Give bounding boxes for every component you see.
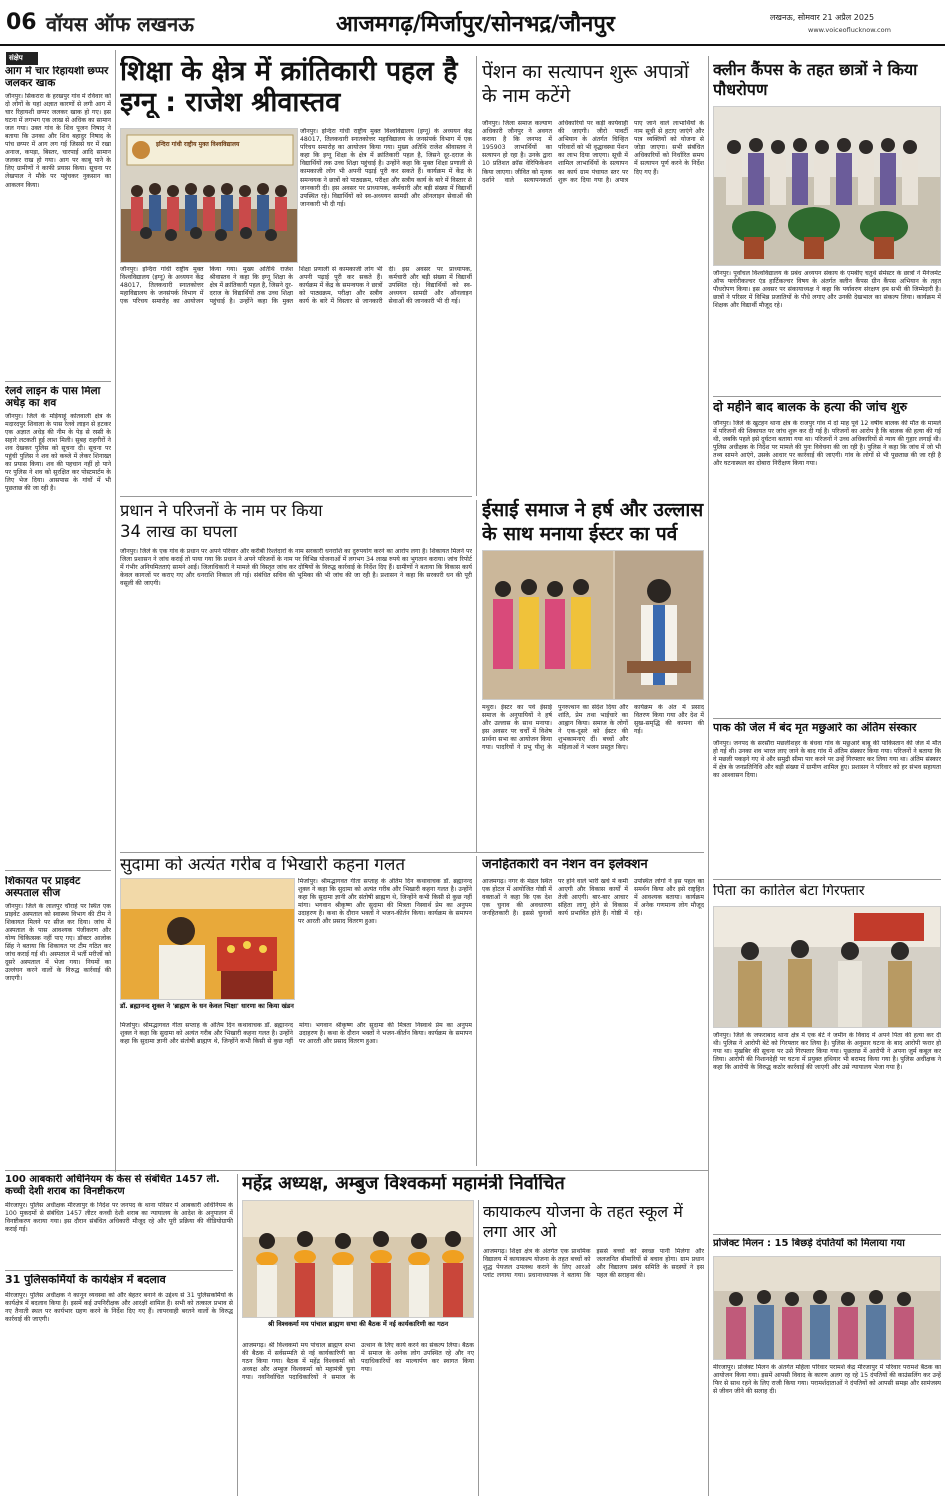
campus-photo xyxy=(713,106,941,266)
headline: शिकायत पर प्राइवेट अस्पताल सीज xyxy=(5,876,81,899)
reunion-photo-graphic xyxy=(714,1257,941,1360)
vishwakarma-caption: श्री विश्वकर्मा मय पांचाल ब्राह्मण सभा की बैठक में नई कार्यकारिणी का गठन xyxy=(267,1320,449,1328)
father-killer-body: जौनपुर। जिले के जफराबाद थाना क्षेत्र में एक बेटे ने जमीन के विवाद में अपने पिता की हत्या कर दी थी। पुलिस ने आरोपी बेटे को गिरफ्तार कर लिया है। पुलिस के अनुसार घटना के बाद आरोपी फरार हो गया था। मुखबिर की सूचना पर उसे गिरफ्तार किया गया। पूछताछ में आरोपी ने अपना जुर्म कबूल कर लिया। आरोपी की निशानदेही पर घटना में प्रयुक्त हथियार भी बरामद किया गया है। पुलिस अधीक्षक ने कहा कि आरोपी के विरुद्ध कठोर कार्रवाई की जाएगी और उसे न्यायालय भेजा गया है। xyxy=(713,1032,941,1072)
article-body: जौनपुर। जिले के मड़ियाहूं कोतवाली क्षेत्र के मदारदपुर शिवाला के पास रेलवे लाइन से हटकर एक अज्ञात अधेड़ की नीम के पेड़ से रस्सी के सहारे लटकती हुई लाश मिली। सुबह राहगीरों ने शव देखकर पुलिस को सूचना दी। सूचना पर पहुंची पुलिस ने शव को कब्जे में लेकर शिनाख्त का प्रयास किया। शव की पहचान नहीं हो पाने पर पुलिस ने शव को सुरक्षित कर पोस्टमार्टम के लिए भेज दिया। आसपास के गांवों में भी पूछताछ की जा रही है। xyxy=(5,412,111,493)
excise-body: मीरजापुर। पुलिस अधीक्षक मीरजापुर के निर्देश पर जनपद के थाना परिसर में आबकारी अधिनियम के 100 मुकदमों से संबंधित 1457 लीटर कच्ची देशी शराब का न्यायालय के आदेश के अनुपालन में विनष्टीकरण कराया गया। इस दौरान संबंधित अधिकारी मौजूद रहे और पूरी प्रक्रिया की वीडियोग्राफी कराई गई। xyxy=(5,1202,233,1234)
pradhan-body: जौनपुर। जिले के एक गांव के प्रधान पर अपने परिवार और करीबी रिश्तेदारों के नाम सरकारी धनराशि का दुरुपयोग करने का आरोप लगा है। शिकायत मिलने पर जिला प्रशासन ने जांच कराई तो पाया गया कि प्रधान ने अपने परिजनों के नाम पर विभिन्न योजनाओं में लगभग 34 लाख रुपये का भुगतान कराया। जांच रिपोर्ट में गंभीर अनियमितताएं सामने आईं। जिलाधिकारी ने मामले की विस्तृत जांच कर दोषियों के विरुद्ध कार्रवाई के निर्देश दिए हैं। ग्रामीणों ने बताया कि विकास कार्य केवल कागजों पर कराए गए और धनराशि निकाल ली गई। संबंधित सचिव की भूमिका की भी जांच की जा रही है। प्रशासन ने कहा कि सरकारी धन की पूरी वसूली की जाएगी। xyxy=(120,548,472,588)
ignou-body: जौनपुर। इन्दिरा गांधी राष्ट्रीय मुक्त विश्वविद्यालय (इग्नू) के अध्ययन केंद्र 48017, तिलकधारी स्नातकोत्तर महाविद्यालय के जनसंपर्क विभाग में एक परिचय समारोह का आयोजन किया गया। मुख्य अतिथि राजेश श्रीवास्तव ने कहा कि इग्नू शिक्षा के क्षेत्र में क्रांतिकारी पहल है, जिसने दूर-दराज के विद्यार्थियों तक उच्च शिक्षा पहुंचाई है। उन्होंने कहा कि मुक्त शिक्षा प्रणाली से कामकाजी लोग भी अपनी पढ़ाई पूरी कर सकते हैं। कार्यक्रम में केंद्र के समन्वयक ने छात्रों को पाठ्यक्रम, परीक्षा और सत्रीय कार्य के बारे में विस्तार से जानकारी दी। इस अवसर पर प्राध्यापक, कर्मचारी और बड़ी संख्या में विद्यार्थी उपस्थित रहे। विद्यार्थियों को स्व-अध्ययन सामग्री और ऑनलाइन सेवाओं की जानकारी भी दी गई। xyxy=(300,128,472,208)
sudama-headline: सुदामा को अत्यंत गरीब व भिखारी कहना गलत xyxy=(120,856,406,875)
masthead-divider xyxy=(0,44,945,46)
police-transfer-body: मीरजापुर। पुलिस अधीक्षक ने कानून व्यवस्था को और बेहतर बनाने के उद्देश्य से 31 पुलिसकर्मियों के कार्यक्षेत्र में बदलाव किया है। इसमें कई उपनिरीक्षक और आरक्षी शामिल हैं। सभी को तत्काल प्रभाव से नए तैनाती स्थल पर कार्यभार ग्रहण करने के निर्देश दिए गए हैं। लापरवाही बरतने वालों के विरुद्ध कार्रवाई की जाएगी। xyxy=(5,1292,233,1324)
ignou-body-lower: जौनपुर। इन्दिरा गांधी राष्ट्रीय मुक्त विश्वविद्यालय (इग्नू) के अध्ययन केंद्र 48017, तिलकधारी स्नातकोत्तर महाविद्यालय के जनसंपर्क विभाग में एक परिचय समारोह का आयोजन किया गया। मुख्य अतिथि राजेश श्रीवास्तव ने कहा कि इग्नू शिक्षा के क्षेत्र में क्रांतिकारी पहल है, जिसने दूर-दराज के विद्यार्थियों तक उच्च शिक्षा पहुंचाई है। उन्होंने कहा कि मुक्त शिक्षा प्रणाली से कामकाजी लोग भी अपनी पढ़ाई पूरी कर सकते हैं। कार्यक्रम में केंद्र के समन्वयक ने छात्रों को पाठ्यक्रम, परीक्षा और सत्रीय कार्य के बारे में विस्तार से जानकारी दी। इस अवसर पर प्राध्यापक, कर्मचारी और बड़ी संख्या में विद्यार्थी उपस्थित रहे। विद्यार्थियों को स्व-अध्ययन सामग्री और ऑनलाइन सेवाओं की जानकारी भी दी गई। xyxy=(120,266,472,306)
pak-jail-body: जौनपुर। जनपद के सरसौरा मछलीशहर के बंधवा गांव के मछुआरे बाबू की पाकिस्तान की जेल में मौत हो गई थी। उनका शव भारत लाए जाने के बाद गांव में अंतिम संस्कार किया गया। परिजनों ने बताया कि वे मछली पकड़ने गए थे और समुद्री सीमा पार करने पर उन्हें गिरफ्तार कर लिया गया था। अंतिम संस्कार में क्षेत्र के जनप्रतिनिधि और बड़ी संख्या में ग्रामीण शामिल हुए। प्रशासन ने परिवार को हर संभव सहायता का आश्वासन दिया। xyxy=(713,740,941,780)
easter-photo xyxy=(482,550,704,700)
ignou-photo-graphic xyxy=(121,129,298,263)
easter-headline: ईसाई समाज ने हर्ष और उल्लास के साथ मनाया ईस्टर का पर्व xyxy=(482,499,704,545)
reunion-headline: प्रोजेक्ट मिलन : 15 बिछड़े दंपतियों को मिलाया गया xyxy=(713,1238,905,1249)
headline: रेलवे लाइन के पास मिला अधेड़ का शव xyxy=(5,386,101,409)
pak-jail-headline: पाक की जेल में बंद मृत मछुआरे का अंतिम संस्कार xyxy=(713,722,917,734)
reunion-body: मीरजापुर। प्रोजेक्ट मिलन के अंतर्गत महिला परिवार परामर्श केंद्र मीरजापुर में परिवार परामर्श बैठक का आयोजन किया गया। इसमें आपसी विवाद के कारण अलग रह रहे 15 दंपतियों की काउंसलिंग कर उन्हें फिर से साथ रहने के लिए राजी किया गया। परामर्शदाताओं ने दंपतियों को आपसी समझ और सामंजस्य से जीवन जीने की सलाह दी। xyxy=(713,1364,941,1396)
election-policy-headline: जनहितकारी वन नेशन वन इलेक्शन xyxy=(482,858,648,872)
left-story-rail xyxy=(5,386,111,866)
website-link[interactable]: www.voiceoflucknow.com xyxy=(808,26,891,34)
vishwakarma-photo-graphic xyxy=(243,1201,474,1318)
article-body: जौनपुर। सिकरारा के हरखपुर गांव में रविवार को दो लोगों के यहां अज्ञात कारणों से लगी आग में चार रिहायशी छप्पर जलकर खाक हो गए। इस घटना में लगभग एक लाख से अधिक का सामान जल गया। उक्त गांव के शिव पूजन निषाद ने बताया कि उनका और शिव बहादुर निषाद के पांच छप्पर में आग लग गई जिससे घर में रखा अनाज, कपड़ा, बिस्तर, चारपाई आदि सामान जलकर राख हो गया। आग पर काबू पाने के लिए ग्रामीणों ने काफी प्रयास किया। सूचना पर लेखपाल ने मौके पर पहुंचकर नुकसान का आकलन किया। xyxy=(5,92,111,189)
masthead xyxy=(0,0,945,46)
page-number: 06 xyxy=(6,10,37,35)
region-title: आजमगढ़/मिर्जापुर/सोनभद्र/जौनपुर xyxy=(336,12,615,37)
sudama-body: मिर्जापुर। श्रीमद्भागवत गीता सप्ताह के अंतिम दिन कथावाचक डॉ. ब्रह्मानन्द शुक्ल ने कहा कि सुदामा को अत्यंत गरीब और भिखारी कहना गलत है। उन्होंने कहा कि सुदामा ज्ञानी और संतोषी ब्राह्मण थे, जिन्होंने कभी किसी से कुछ नहीं मांगा। भगवान श्रीकृष्ण और सुदामा की मित्रता निस्वार्थ प्रेम का अनुपम उदाहरण है। कथा के दौरान भक्तों ने भजन-कीर्तन किया। कार्यक्रम के समापन पर आरती और प्रसाद वितरण हुआ। xyxy=(298,878,472,926)
kayakalp-headline: कायाकल्प योजना के तहत स्कूल में लगा आर ओ xyxy=(483,1202,683,1241)
ignou-banner: इन्दिरा गांधी राष्ट्रीय मुक्त विश्वविद्यालय xyxy=(156,141,240,148)
vishwakarma-body: आजमगढ़। श्री विश्वकर्मा मय पांचाल ब्राह्मण सभा की बैठक में सर्वसम्मति से नई कार्यकारिणी का गठन किया गया। बैठक में महेंद्र विश्वकर्मा को अध्यक्ष और अम्बुज विश्वकर्मा को महामंत्री चुना गया। नवनिर्वाचित पदाधिकारियों ने समाज के उत्थान के लिए कार्य करने का संकल्प लिया। बैठक में समाज के अनेक लोग उपस्थित रहे और नए पदाधिकारियों का माल्यार्पण कर स्वागत किया गया। xyxy=(242,1342,474,1382)
father-killer-headline: पिता का कातिल बेटा गिरफ्तार xyxy=(713,884,865,899)
pension-body: जौनपुर। जिला समाज कल्याण अधिकारी जौनपुर ने अवगत कराया है कि जनपद में 195903 लाभार्थियों का सत्यापन हो रहा है। उनके द्वारा 10 प्रतिशत क्रॉस वेरिफिकेशन किया जाएगा। जीवित को मृतक दर्शाने वाले सत्यापनकर्ता अधिकारियों पर कड़ी कार्यवाही की जाएगी। जीरो पावर्टी अभियान के अंतर्गत चिन्हित परिवारों को भी वृद्धावस्था पेंशन का लाभ दिया जाएगा। सूची में शामिल लाभार्थियों के सत्यापन का कार्य ग्राम पंचायत स्तर पर शुरू कर दिया गया है। अपात्र पाए जाने वाले लाभार्थियों के नाम सूची से हटाए जाएंगे और पात्र व्यक्तियों को योजना से जोड़ा जाएगा। सभी संबंधित अधिकारियों को निर्धारित समय में सत्यापन पूर्ण करने के निर्देश दिए गए हैं। xyxy=(482,120,704,184)
paper-name: वॉयस ऑफ लखनऊ xyxy=(46,12,194,36)
vishwakarma-headline: महेंद्र अध्यक्ष, अम्बुज विश्वकर्मा महामंत्री निर्वाचित xyxy=(242,1174,565,1194)
brief-tag: संक्षेप xyxy=(6,52,38,65)
excise-headline: 100 आबकारी अधिनियम के केस से संबंधित 1457 ली. कच्ची देशी शराब का विनष्टीकरण xyxy=(5,1174,220,1197)
boy-murder-body: जौनपुर। जिले के खुटहन थाना क्षेत्र के राजपुर गांव में दो माह पूर्व 12 वर्षीय बालक की मौत के मामले में परिजनों की शिकायत पर जांच शुरू कर दी गई है। परिजनों का आरोप है कि बालक की हत्या की गई थी, जबकि पहले इसे दुर्घटना बताया गया था। परिजनों ने उच्च अधिकारियों से न्याय की गुहार लगाई थी। पुलिस अधीक्षक के निर्देश पर मामले की पुनः विवेचना की जा रही है। पुलिस ने कहा कि जांच में जो भी तथ्य सामने आएंगे, उसके आधार पर कार्रवाई की जाएगी। गांव के लोगों से भी पूछताछ की जा रही है और घटनास्थल का दोबारा निरीक्षण किया गया। xyxy=(713,420,941,468)
father-killer-photo-graphic xyxy=(714,907,941,1028)
sudama-caption: डॉ. ब्रह्मानन्द शुक्ल ने 'ब्राह्मण के धन केवल भिक्षा' धारणा का किया खंडन xyxy=(120,1002,294,1010)
easter-body: मथुरा। ईस्टर का पर्व ईसाई समाज के अनुयायियों ने हर्ष और उल्लास के साथ मनाया। इस अवसर पर चर्चों में विशेष प्रार्थना सभा का आयोजन किया गया। पादरियों ने प्रभु यीशु के पुनरुत्थान का संदेश दिया और शांति, प्रेम तथा भाईचारे का आह्वान किया। समाज के लोगों ने एक-दूसरे को ईस्टर की शुभकामनाएं दीं। बच्चों और महिलाओं ने भजन प्रस्तुत किए। कार्यक्रम के अंत में प्रसाद वितरण किया गया और देश में सुख-समृद्धि की कामना की गई। xyxy=(482,704,704,752)
left-story-fire xyxy=(5,66,111,376)
campus-headline: क्लीन कैंपस के तहत छात्रों ने किया पौधरोपण xyxy=(713,60,918,99)
headline: आग में चार रिहायशी छप्पर जलकर खाक xyxy=(5,66,109,89)
easter-photo-graphic xyxy=(483,551,704,700)
left-story-hospital xyxy=(5,876,111,1171)
sudama-body-lower: मिर्जापुर। श्रीमद्भागवत गीता सप्ताह के अंतिम दिन कथावाचक डॉ. ब्रह्मानन्द शुक्ल ने कहा कि सुदामा को अत्यंत गरीब और भिखारी कहना गलत है। उन्होंने कहा कि सुदामा ज्ञानी और संतोषी ब्राह्मण थे, जिन्होंने कभी किसी से कुछ नहीं मांगा। भगवान श्रीकृष्ण और सुदामा की मित्रता निस्वार्थ प्रेम का अनुपम उदाहरण है। कथा के दौरान भक्तों ने भजन-कीर्तन किया। कार्यक्रम के समापन पर आरती और प्रसाद वितरण हुआ। xyxy=(120,1022,472,1046)
vishwakarma-photo xyxy=(242,1200,474,1318)
campus-photo-graphic xyxy=(714,107,941,266)
pension-headline: पेंशन का सत्यापन शुरू अपात्रों के नाम कटेंगे xyxy=(482,61,689,107)
ignou-photo xyxy=(120,128,298,263)
pradhan-headline: प्रधान ने परिजनों के नाम पर किया 34 लाख का घपला xyxy=(120,501,323,541)
sudama-photo xyxy=(120,878,295,1000)
ignou-headline: शिक्षा के क्षेत्र में क्रांतिकारी पहल है इग्नू : राजेश श्रीवास्तव xyxy=(120,56,458,118)
kayakalp-body: आजमगढ़। शिक्षा क्षेत्र के अंतर्गत एक प्राथमिक विद्यालय में कायाकल्प योजना के तहत बच्चों को शुद्ध पेयजल उपलब्ध कराने के लिए आरओ प्लांट लगाया गया। प्रधानाध्यापक ने बताया कि इससे बच्चों को स्वच्छ पानी मिलेगा और जलजनित बीमारियों से बचाव होगा। ग्राम प्रधान और विद्यालय प्रबंध समिति के सदस्यों ने इस पहल की सराहना की। xyxy=(483,1248,704,1280)
article-body: जौनपुर। जिले के लालपुर चौराहे पर स्थित एक प्राइवेट अस्पताल को स्वास्थ्य विभाग की टीम ने शिकायत मिलने पर सीज कर दिया। जांच में अस्पताल के पास आवश्यक पंजीकरण और योग्य चिकित्सक नहीं पाए गए। डॉक्टर आलोक सिंह ने बताया कि शिकायत पर टीम गठित कर जांच कराई गई थी। अस्पताल में भर्ती मरीजों को दूसरे अस्पताल में भेजा गया। नियमों का उल्लंघन करने वालों के विरुद्ध कार्रवाई की जाएगी। xyxy=(5,902,111,983)
reunion-photo xyxy=(713,1256,941,1360)
sudama-photo-graphic xyxy=(121,879,295,1000)
boy-murder-headline: दो महीने बाद बालक के हत्या की जांच शुरु xyxy=(713,400,908,414)
police-transfer-headline: 31 पुलिसकर्मियों के कार्यक्षेत्र में बदलाव xyxy=(5,1274,166,1286)
election-policy-body: आजमगढ़। नगर के मंडल स्थित एक होटल में आयोजित गोष्ठी में वक्ताओं ने कहा कि एक देश एक चुनाव की अवधारणा जनहितकारी है। इससे चुनावों पर होने वाले भारी खर्च में कमी आएगी और विकास कार्यों में तेजी आएगी। बार-बार आचार संहिता लागू होने से विकास कार्य प्रभावित होते हैं। गोष्ठी में उपस्थित लोगों ने इस पहल का समर्थन किया और इसे राष्ट्रहित में आवश्यक बताया। कार्यक्रम में अनेक गणमान्य लोग मौजूद रहे। xyxy=(482,878,704,918)
campus-body: जौनपुर। पूर्वांचल विश्वविद्यालय के प्रबंध अध्ययन संकाय के एमबीए चतुर्थ सेमेस्टर के छात्रों ने मैनेजमेंट ऑफ फ्लोरीकल्चर एंड हार्टिकल्चर विषय के अंतर्गत क्लीन कैंपस ग्रीन कैंपस अभियान के तहत पौधरोपण किया। इस अवसर पर संकायाध्यक्ष ने कहा कि पर्यावरण संरक्षण हम सभी की जिम्मेदारी है। छात्रों ने परिसर में विभिन्न प्रजातियों के पौधे लगाए और उनकी देखभाल का संकल्प लिया। कार्यक्रम में शिक्षक और विद्यार्थी मौजूद रहे। xyxy=(713,270,941,310)
father-killer-photo xyxy=(713,906,941,1028)
dateline: लखनऊ, सोमवार 21 अप्रैल 2025 xyxy=(770,13,875,22)
